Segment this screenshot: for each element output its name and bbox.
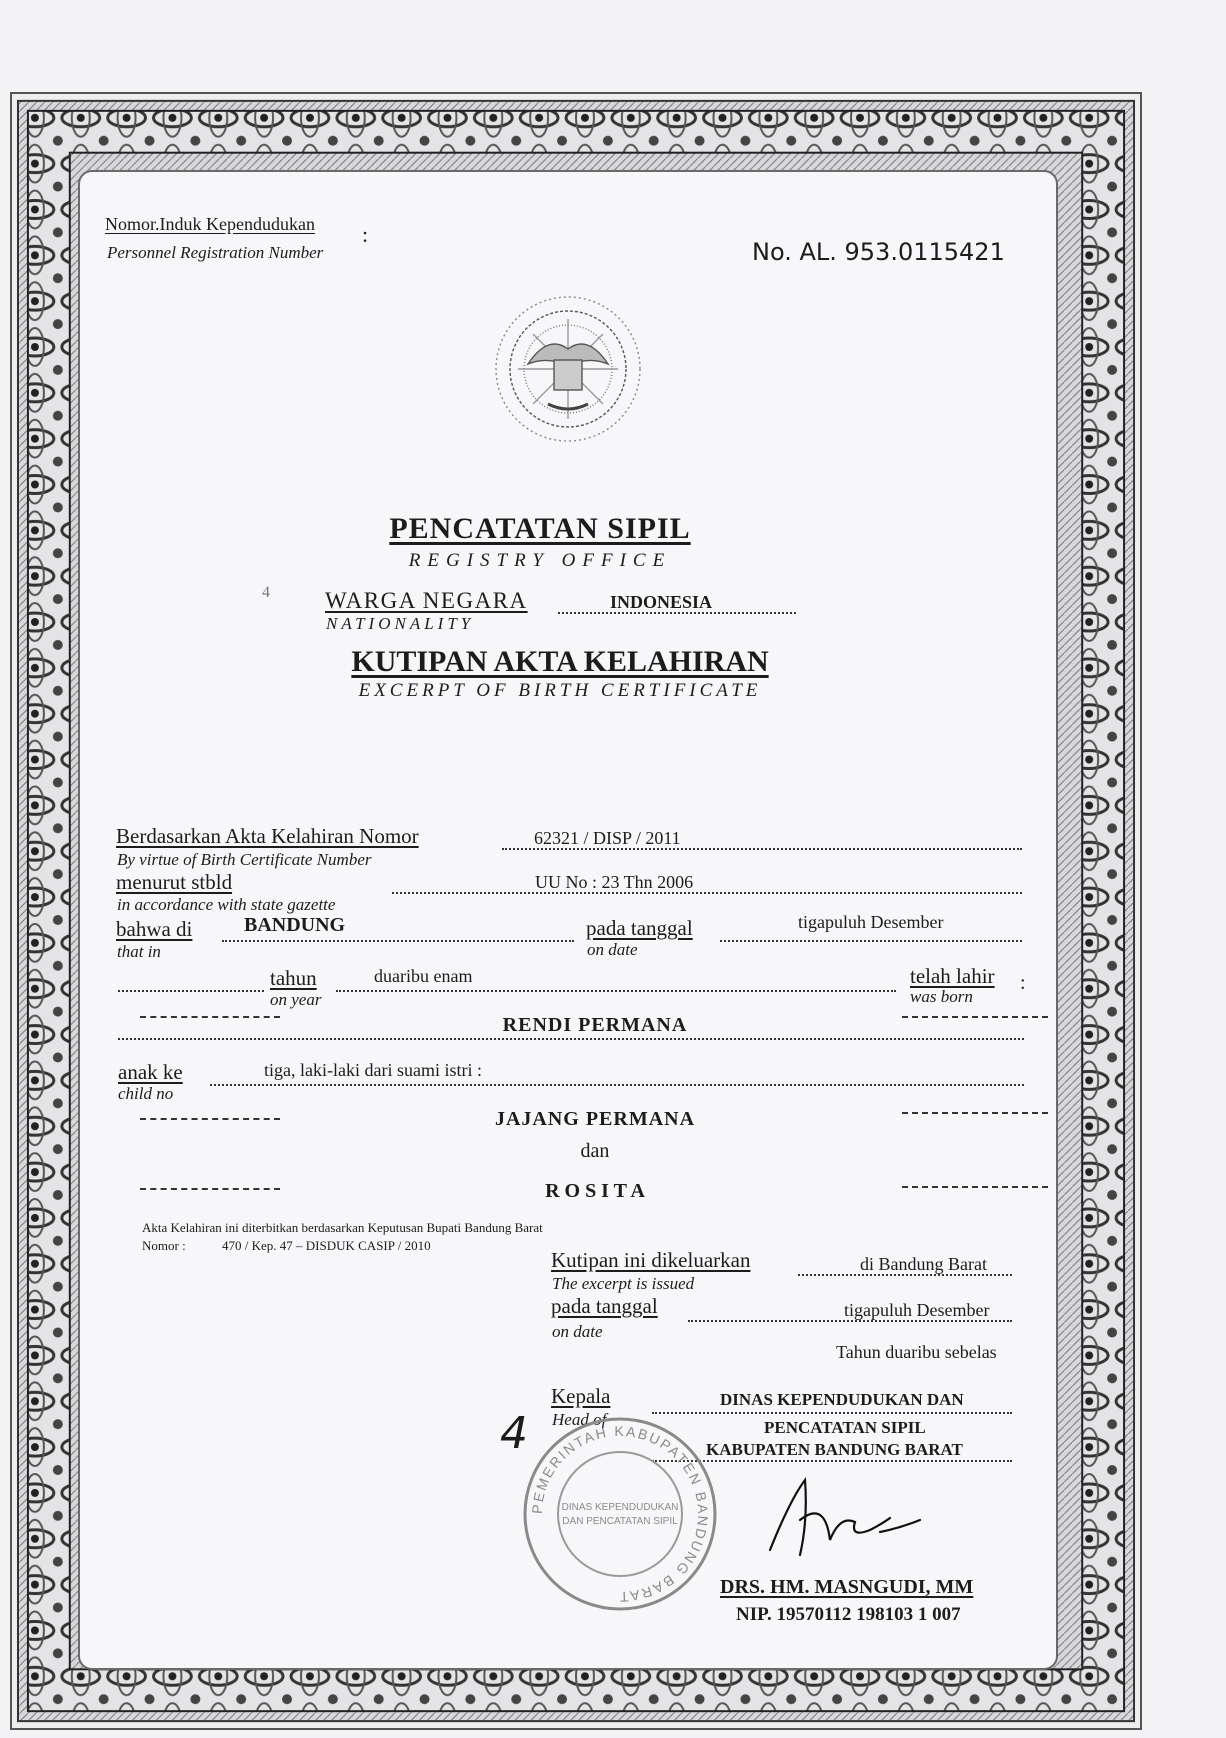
document-title: KUTIPAN AKTA KELAHIRAN [351, 645, 769, 678]
year-lead-dotted-line [118, 990, 264, 992]
margin-mark: 4 [262, 584, 270, 601]
child-no-value: tiga, laki-laki dari suami istri : [264, 1060, 482, 1080]
date-label-en: on date [587, 940, 638, 959]
mother-left-dash [140, 1188, 280, 1190]
nationality-label-en: NATIONALITY [326, 614, 475, 633]
cert-no-value: 62321 / DISP / 2011 [534, 828, 681, 848]
decree-number-value: 470 / Kep. 47 – DISDUK CASIP / 2010 [222, 1238, 431, 1253]
born-label-en: was born [910, 987, 973, 1006]
head-mark: 4 [500, 1408, 528, 1459]
child-no-dotted-line [210, 1084, 1024, 1086]
stamp-center-line-1: DINAS KEPENDUDUKAN [561, 1502, 679, 1513]
child-name: RENDI PERMANA [502, 1014, 688, 1036]
child-name-left-dash [140, 1016, 280, 1018]
and-word: dan [580, 1140, 610, 1162]
place-label-en: that in [117, 942, 161, 961]
born-label: telah lahir [910, 964, 995, 988]
decree-number-label: Nomor : [142, 1238, 186, 1253]
head-label: Kepala [551, 1384, 611, 1408]
place-dotted-line [222, 940, 574, 942]
mother-name: R O S I T A [545, 1180, 645, 1202]
place-value: BANDUNG [244, 914, 346, 936]
cert-no-label: Berdasarkan Akta Kelahiran Nomor [116, 824, 419, 848]
nationality-value: INDONESIA [610, 592, 713, 612]
issued-value: di Bandung Barat [860, 1254, 987, 1274]
mother-right-dash [902, 1186, 1048, 1188]
nationality-label: WARGA NEGARA [325, 588, 528, 613]
stbld-label: menurut stbld [116, 870, 233, 894]
nik-label-en: Personnel Registration Number [107, 243, 324, 262]
garuda-emblem-icon [488, 294, 648, 444]
issued-label-en: The excerpt is issued [552, 1274, 695, 1293]
date-value: tigapuluh Desember [798, 912, 944, 932]
issue-year-value: Tahun duaribu sebelas [836, 1342, 997, 1362]
head-value-1: DINAS KEPENDUDUKAN DAN [720, 1390, 964, 1409]
child-no-label: anak ke [118, 1060, 183, 1084]
nik-label: Nomor.Induk Kependudukan [105, 214, 315, 234]
decree-line-1: Akta Kelahiran ini diterbitkan berdasarkan Keputusan Bupati Bandung Barat [142, 1220, 543, 1235]
year-label-en: on year [270, 990, 322, 1009]
issue-date-value: tigapuluh Desember [844, 1300, 990, 1320]
child-name-dotted-line [118, 1038, 1024, 1040]
child-name-right-dash [902, 1016, 1048, 1018]
office-title: PENCATATAN SIPIL [389, 512, 691, 545]
head-label-en: Head of [552, 1410, 607, 1429]
official-name: DRS. HM. MASNGUDI, MM [720, 1576, 974, 1598]
official-stamp-seal [520, 1414, 720, 1614]
father-left-dash [140, 1118, 280, 1120]
document-title-en: EXCERPT OF BIRTH CERTIFICATE [358, 680, 762, 701]
date-dotted-line [720, 940, 1022, 942]
issue-date-label: pada tanggal [551, 1294, 658, 1318]
father-name: JAJANG PERMANA [494, 1108, 696, 1130]
office-title-en: REGISTRY OFFICE [408, 550, 672, 571]
stamp-ring-text: PEMERINTAH KABUPATEN BANDUNG BARAT [528, 1422, 712, 1606]
father-right-dash [902, 1112, 1048, 1114]
year-label: tahun [270, 966, 317, 990]
issue-date-label-en: on date [552, 1322, 603, 1341]
serial-number: No. AL. 953.0115421 [752, 238, 1005, 266]
born-colon: : [1020, 972, 1026, 994]
year-dotted-line [336, 990, 896, 992]
signature-mark [730, 1460, 930, 1570]
cert-no-label-en: By virtue of Birth Certificate Number [117, 850, 372, 869]
stamp-center-line-2: DAN PENCATATAN SIPIL [562, 1516, 678, 1527]
head-value-2: PENCATATAN SIPIL [764, 1418, 926, 1437]
stbld-value: UU No : 23 Thn 2006 [535, 872, 694, 892]
issued-label: Kutipan ini dikeluarkan [551, 1248, 751, 1272]
nik-colon: : [362, 222, 369, 247]
stbld-label-en: in accordance with state gazette [117, 895, 336, 914]
child-no-label-en: child no [118, 1084, 174, 1103]
place-label: bahwa di [116, 917, 193, 941]
head-value-3: KABUPATEN BANDUNG BARAT [706, 1440, 963, 1459]
stbld-dotted-line [392, 892, 1022, 894]
date-label: pada tanggal [586, 916, 693, 940]
official-nip: NIP. 19570112 198103 1 007 [736, 1604, 961, 1625]
year-value: duaribu enam [374, 966, 473, 986]
